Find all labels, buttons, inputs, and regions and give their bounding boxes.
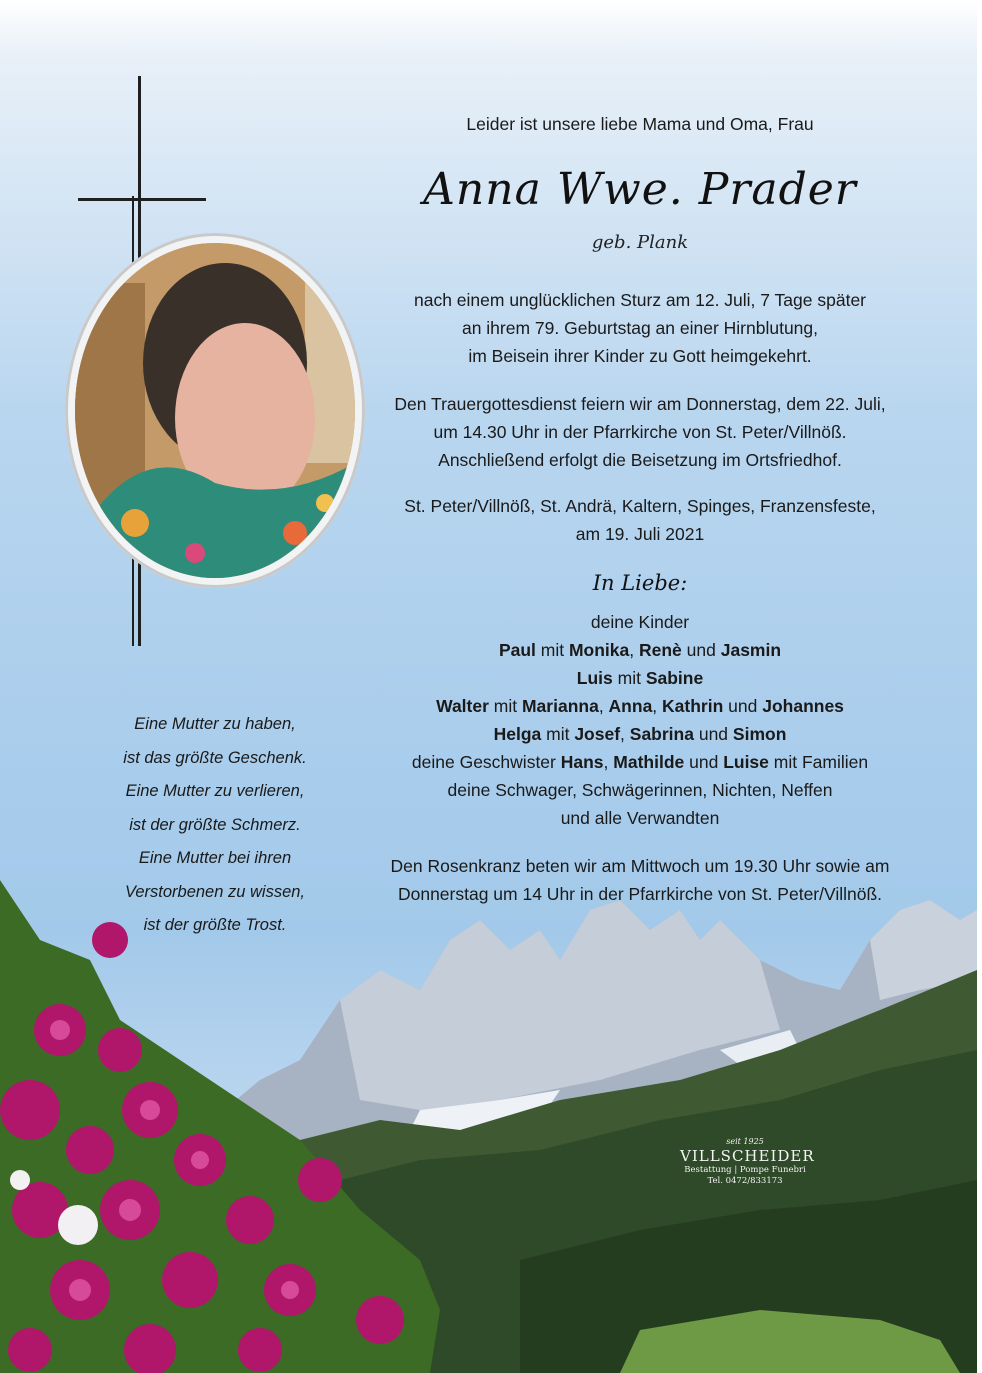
logo-name: VILLSCHEIDER [680, 1147, 815, 1165]
logo-subtitle: Bestattung | Pompe Funebri [684, 1165, 806, 1175]
text-line: Anschließend erfolgt die Beisetzung im Ortsfriedhof. [438, 450, 842, 470]
text-line: am 19. Juli 2021 [575, 524, 705, 544]
rosary-paragraph [380, 852, 900, 908]
text-line: nach einem unglücklichen Sturz am 12. Juli, 7 Tage später [413, 290, 867, 310]
family-line: Helga mit Josef, Sabrina und Simon [493, 724, 787, 744]
poem-line: Eine Mutter bei ihren [138, 849, 292, 867]
text-line: an ihrem 79. Geburtstag an einer Hirnblutung, [461, 318, 819, 338]
cross-horizontal-bar [78, 198, 206, 201]
intro-text: Leider ist unsere liebe Mama und Oma, Frau [466, 114, 814, 134]
family-line: deine Geschwister Hans, Mathilde und Luise mit Familien [411, 752, 869, 772]
poem-line: Eine Mutter zu verlieren, [125, 782, 305, 800]
poem-line: ist das größte Geschenk. [123, 748, 307, 767]
birth-name: geb. Plank [591, 232, 689, 253]
text-line: Den Rosenkranz beten wir am Mittwoch um 19.30 Uhr sowie am [390, 856, 890, 876]
funeral-service-paragraph [380, 390, 900, 474]
page-edge [977, 0, 982, 1373]
family-line: Walter mit Marianna, Anna, Kathrin und Johannes [436, 696, 844, 716]
in-love-heading: In Liebe: [592, 571, 688, 595]
logo-phone: Tel. 0472/833173 [707, 1176, 783, 1186]
funeral-home-logo [680, 1137, 815, 1187]
mother-poem [100, 708, 330, 943]
portrait-photo [75, 243, 355, 578]
kinder-label: deine Kinder [590, 612, 690, 632]
poem-line: ist der größte Schmerz. [129, 815, 301, 834]
text-line: Den Trauergottesdienst feiern wir am Donnerstag, dem 22. Juli, [394, 394, 886, 414]
poem-line: Eine Mutter zu haben, [134, 715, 296, 733]
poem-line: ist der größte Trost. [143, 916, 287, 934]
family-line: und alle Verwandten [560, 808, 720, 828]
family-line: Luis mit Sabine [576, 668, 704, 688]
text-line: im Beisein ihrer Kinder zu Gott heimgekehrt. [468, 346, 812, 366]
text-line: Donnerstag um 14 Uhr in der Pfarrkirche von St. Peter/Villnöß. [397, 884, 883, 904]
family-line: deine Schwager, Schwägerinnen, Nichten, Neffen [447, 780, 833, 800]
family-line: Paul mit Monika, Renè und Jasmin [498, 640, 782, 660]
place-date-paragraph [380, 492, 900, 548]
mountain-landscape [0, 880, 977, 1373]
text-line: um 14.30 Uhr in der Pfarrkirche von St. Peter/Villnöß. [433, 422, 847, 442]
family-list [380, 608, 900, 832]
text-line: St. Peter/Villnöß, St. Andrä, Kaltern, Spinges, Franzensfeste, [404, 496, 876, 516]
death-notice-paragraph [380, 286, 900, 370]
poem-line: Verstorbenen zu wissen, [124, 882, 306, 901]
deceased-name: Anna Wwe. Prader [423, 164, 857, 215]
logo-since: seit 1925 [726, 1137, 764, 1146]
